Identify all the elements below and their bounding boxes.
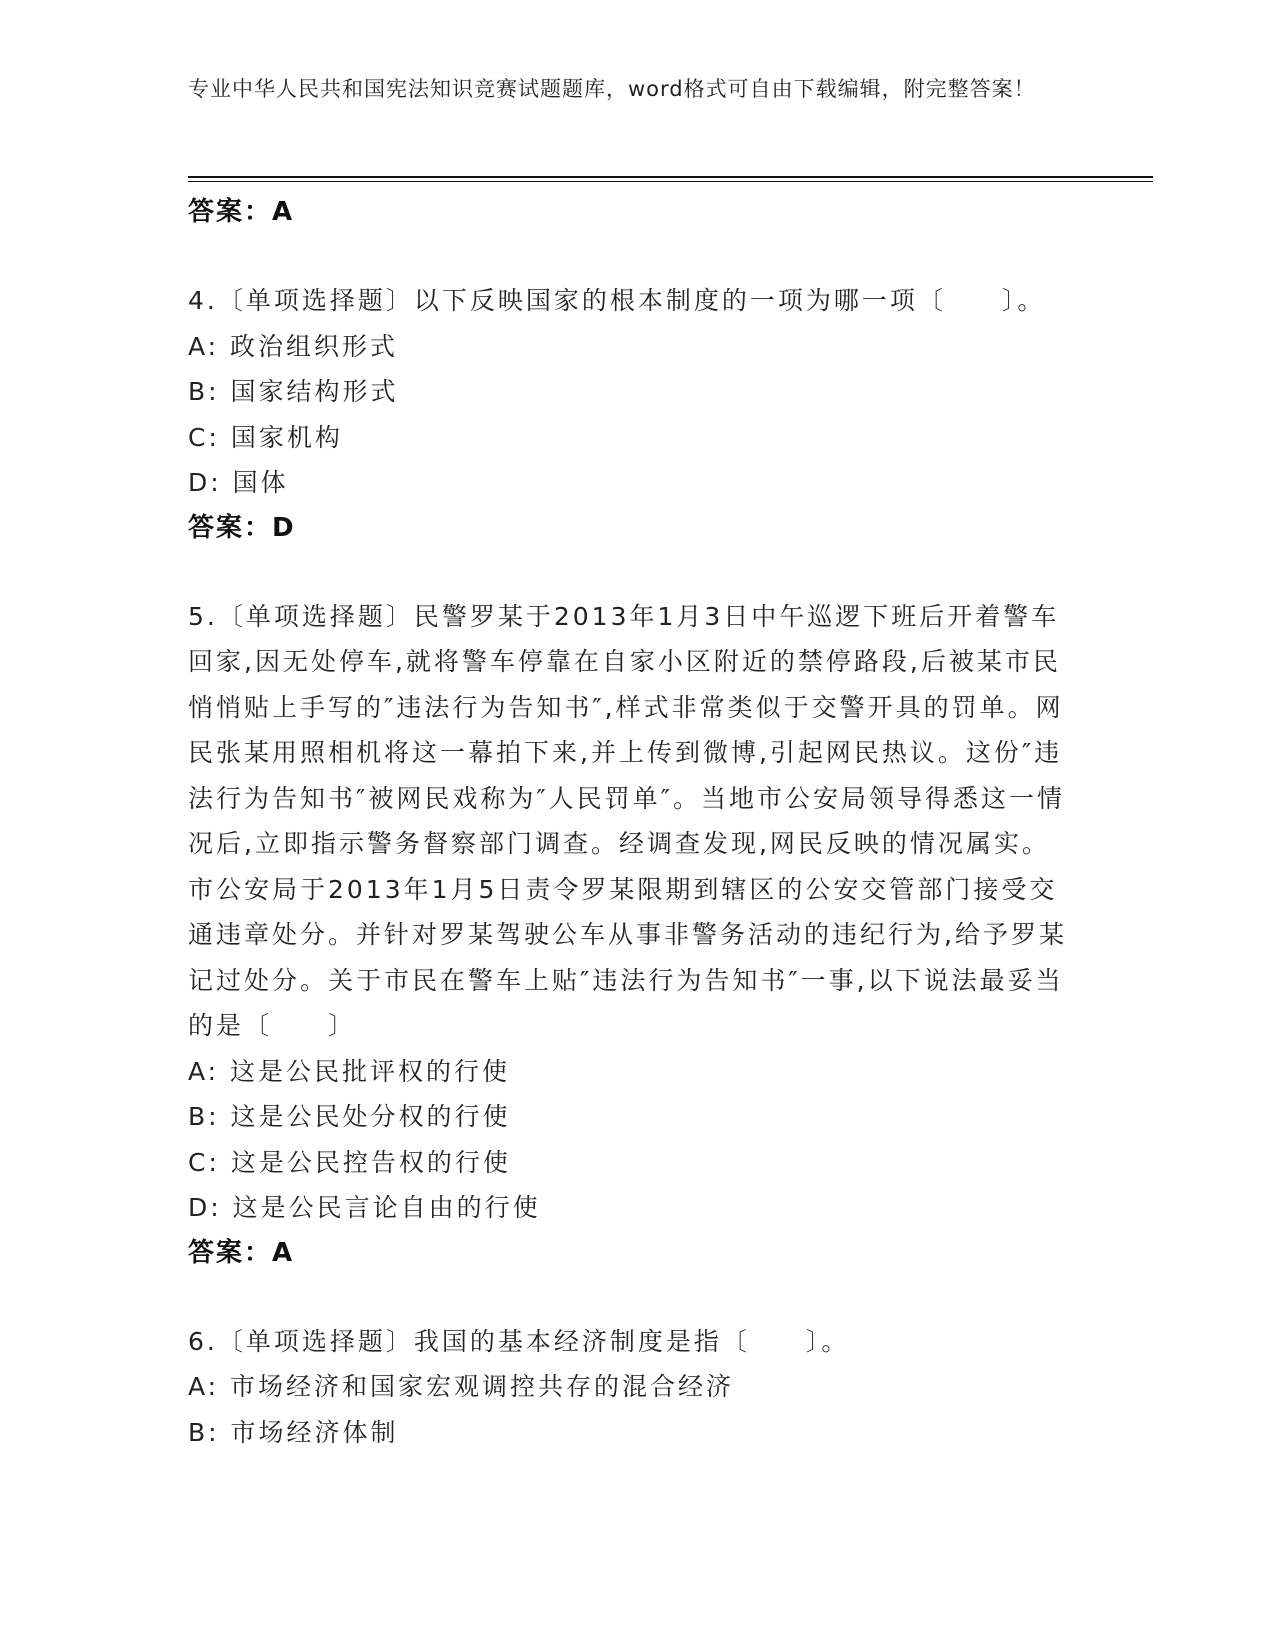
questions-content	[188, 190, 1068, 1455]
header-divider-thick	[188, 176, 1153, 178]
question-block-6	[188, 1319, 1068, 1456]
option-d: D: 国体	[188, 468, 289, 497]
header-divider-thin	[188, 181, 1153, 182]
answer-text: 答案：D	[188, 512, 296, 543]
answer-block-3	[188, 190, 1068, 234]
question-text: 5.〔单项选择题〕民警罗某于2013年1月3日中午巡逻下班后开着警车回家,因无处停车,就将警车停靠在自家小区附近的禁停路段,后被某市民悄悄贴上手写的″违法行为告知书″,样式非常类似于交警开具的罚单。网民张某用照相机将这一幕拍下来,并上传到微博,引起网民热议。这份″违法行为告知书″被网民戏称为″人民罚单″。当地市公安局领导得悉这一情况后,立即指示警务督察部门调查。经调查发现,网民反映的情况属实。市公安局于2013年1月5日责令罗某限期到辖区的公安交管部门接受交通违章处分。并针对罗某驾驶公车从事非警务活动的违纪行为,给予罗某记过处分。关于市民在警车上贴″违法行为告知书″一事,以下说法最妥当的是〔 〕	[188, 601, 1067, 1040]
option-d: D: 这是公民言论自由的行使	[188, 1193, 541, 1222]
question-block-5	[188, 594, 1068, 1275]
answer-text: 答案：A	[188, 197, 295, 227]
option-b: B: 国家结构形式	[188, 377, 399, 406]
option-c: C: 国家机构	[188, 422, 343, 452]
option-b: B: 这是公民处分权的行使	[188, 1102, 511, 1131]
option-c: C: 这是公民控告权的行使	[188, 1147, 511, 1177]
answer-text: 答案：A	[188, 1237, 295, 1268]
option-a: A: 市场经济和国家宏观调控共存的混合经济	[188, 1372, 735, 1401]
question-text: 4.〔单项选择题〕以下反映国家的根本制度的一项为哪一项〔 〕。	[188, 286, 1046, 315]
question-block-4	[188, 278, 1068, 550]
spacer	[188, 234, 1068, 278]
page-header-text: 专业中华人民共和国宪法知识竞赛试题题库，word格式可自由下载编辑，附完整答案！	[188, 77, 1036, 101]
option-a: A: 政治组织形式	[188, 331, 399, 361]
option-b: B: 市场经济体制	[188, 1417, 399, 1447]
spacer	[188, 550, 1068, 594]
spacer	[188, 1275, 1068, 1319]
question-text: 6.〔单项选择题〕我国的基本经济制度是指〔 〕。	[188, 1326, 850, 1356]
option-a: A: 这是公民批评权的行使	[188, 1056, 511, 1086]
